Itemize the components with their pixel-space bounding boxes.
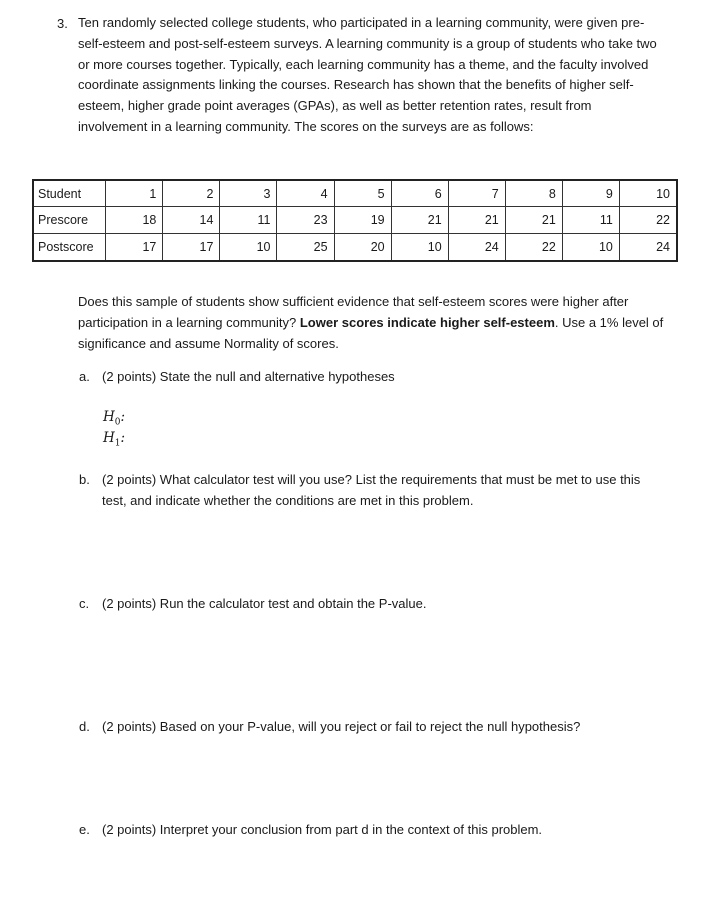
- table-cell: 1: [106, 180, 163, 207]
- hypothesis-subscript: 1: [114, 438, 121, 449]
- table-cell: 8: [505, 180, 562, 207]
- table-cell: 25: [277, 234, 334, 262]
- table-cell: 17: [106, 234, 163, 262]
- part-letter: d.: [79, 719, 90, 734]
- table-cell: 22: [505, 234, 562, 262]
- table-cell: 20: [334, 234, 391, 262]
- part-text: (2 points) Run the calculator test and obtain the P-value.: [102, 596, 427, 611]
- hypothesis-colon: :: [120, 409, 126, 425]
- table-cell: 11: [562, 207, 619, 234]
- part-letter: e.: [79, 822, 90, 837]
- part-letter: c.: [79, 596, 90, 611]
- table-cell: 10: [562, 234, 619, 262]
- hypothesis-colon: :: [120, 430, 126, 446]
- table-cell: 4: [277, 180, 334, 207]
- table-cell: 14: [163, 207, 220, 234]
- table-cell: 21: [391, 207, 448, 234]
- part-text: (2 points) Based on your P-value, will you reject or fail to reject the null hypothesis?: [102, 719, 581, 734]
- row-label: Prescore: [33, 207, 106, 234]
- table-cell: 10: [391, 234, 448, 262]
- question-text-after: . Use a 1% level of significance and assume Normality of scores.: [78, 315, 664, 351]
- hypothesis-symbol: H: [103, 430, 115, 446]
- table-row-student: [33, 180, 677, 207]
- table-cell: 24: [448, 234, 505, 262]
- table-cell: 2: [163, 180, 220, 207]
- part-letter: a.: [79, 369, 90, 384]
- table-cell: 9: [562, 180, 619, 207]
- hypothesis-symbol: H: [103, 409, 115, 425]
- question-text: [78, 291, 668, 354]
- part-text: (2 points) State the null and alternative hypotheses: [102, 369, 395, 384]
- table-cell: 10: [220, 234, 277, 262]
- row-label: Postscore: [33, 234, 106, 262]
- table-cell: 19: [334, 207, 391, 234]
- hypothesis-subscript: 0: [114, 417, 121, 428]
- question-bold-note: Lower scores indicate higher self-esteem: [299, 315, 555, 330]
- table-cell: 11: [220, 207, 277, 234]
- part-text: (2 points) What calculator test will you use? List the requirements that must be met to use this test, and indicate whether the conditions are met in this problem.: [102, 472, 641, 508]
- table-cell: 17: [163, 234, 220, 262]
- alternative-hypothesis-label: [103, 428, 125, 454]
- row-label: Student: [33, 180, 106, 207]
- survey-scores-table: [32, 179, 678, 262]
- table-cell: 7: [448, 180, 505, 207]
- table-cell: 23: [277, 207, 334, 234]
- table-row-prescore: [33, 207, 677, 234]
- table-cell: 6: [391, 180, 448, 207]
- table-cell: 10: [619, 180, 677, 207]
- part-letter: b.: [79, 472, 90, 487]
- part-text: (2 points) Interpret your conclusion from part d in the context of this problem.: [102, 822, 543, 837]
- table-cell: 21: [505, 207, 562, 234]
- table-cell: 21: [448, 207, 505, 234]
- table-cell: 5: [334, 180, 391, 207]
- table-cell: 24: [619, 234, 677, 262]
- table-cell: 18: [106, 207, 163, 234]
- question-text-before: Does this sample of students show sufficient evidence that self-esteem scores were higher after participation in a learning community?: [78, 294, 629, 330]
- table-cell: 3: [220, 180, 277, 207]
- problem-intro: Ten randomly selected college students, who participated in a learning community, were given pre-self-esteem and post-self-esteem surveys. A learning community is a group of students who take two or more courses together. Typically, each learning community has a theme, and the faculty involved coordinate assignments linking the courses. Research has shown that the benefits of higher self-esteem, higher grade point averages (GPAs), as well as better retention rates, result from involvement in a learning community. The scores on the surveys are as follows:: [78, 15, 657, 134]
- problem-number: 3.: [57, 16, 68, 31]
- table-row-postscore: [33, 234, 677, 262]
- table-cell: 22: [619, 207, 677, 234]
